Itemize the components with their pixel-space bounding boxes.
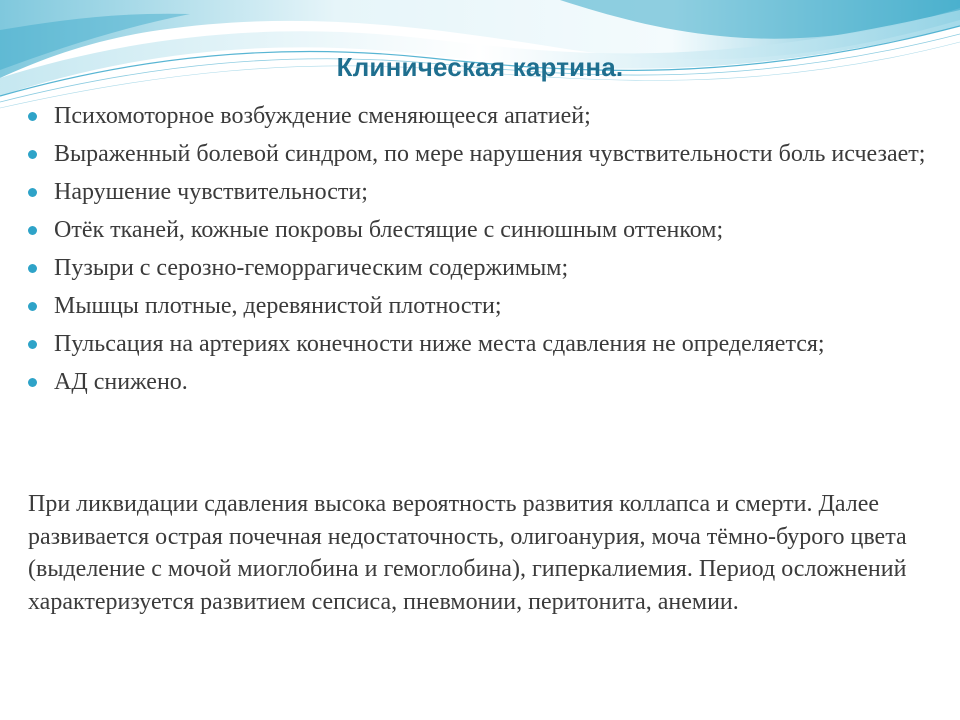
bullet-dot-icon — [28, 340, 37, 349]
bullet-item — [26, 252, 926, 284]
slide-title: Клиническая картина. — [336, 52, 624, 82]
bullet-text: Психомоторное возбуждение сменяющееся апатией; — [54, 103, 591, 129]
bullet-dot-icon — [28, 226, 37, 235]
bullet-text: АД снижено. — [54, 369, 188, 395]
bullet-text: Нарушение чувствительности; — [54, 179, 368, 205]
bullet-dot-icon — [28, 378, 37, 387]
bullet-text: Пульсация на артериях конечности ниже места сдавления не определяется; — [54, 331, 825, 357]
bullet-dot-icon — [28, 302, 37, 311]
bullet-item — [26, 290, 926, 322]
bullet-item — [26, 328, 926, 360]
bullet-text: Отёк тканей, кожные покровы блестящие с синюшным оттенком; — [54, 217, 724, 243]
bullet-dot-icon — [28, 112, 37, 121]
bullet-list — [26, 100, 926, 404]
bullet-dot-icon — [28, 264, 37, 273]
bullet-dot-icon — [28, 188, 37, 197]
bullet-text: Мышцы плотные, деревянистой плотности; — [54, 293, 502, 319]
bullet-item — [26, 214, 926, 246]
bullet-text: Выраженный болевой синдром, по мере нарушения чувствительности боль исчезает; — [54, 141, 926, 167]
bullet-text: Пузыри с серозно-геморрагическим содержимым; — [54, 255, 569, 281]
bullet-item — [26, 100, 926, 132]
bullet-dot-icon — [28, 150, 37, 159]
bullet-item — [26, 366, 926, 398]
bullet-item — [26, 138, 926, 170]
bullet-item — [26, 176, 926, 208]
summary-paragraph: При ликвидации сдавления высока вероятность развития коллапса и смерти. Далее развивается острая почечная недостаточность, олигоанурия, моча тёмно-бурого цвета (выделение с мочой миоглобина и гемоглобина), гиперкалиемия. Период осложнений характеризуется развитием сепсиса, пневмонии, перитонита, анемии. — [28, 491, 907, 615]
